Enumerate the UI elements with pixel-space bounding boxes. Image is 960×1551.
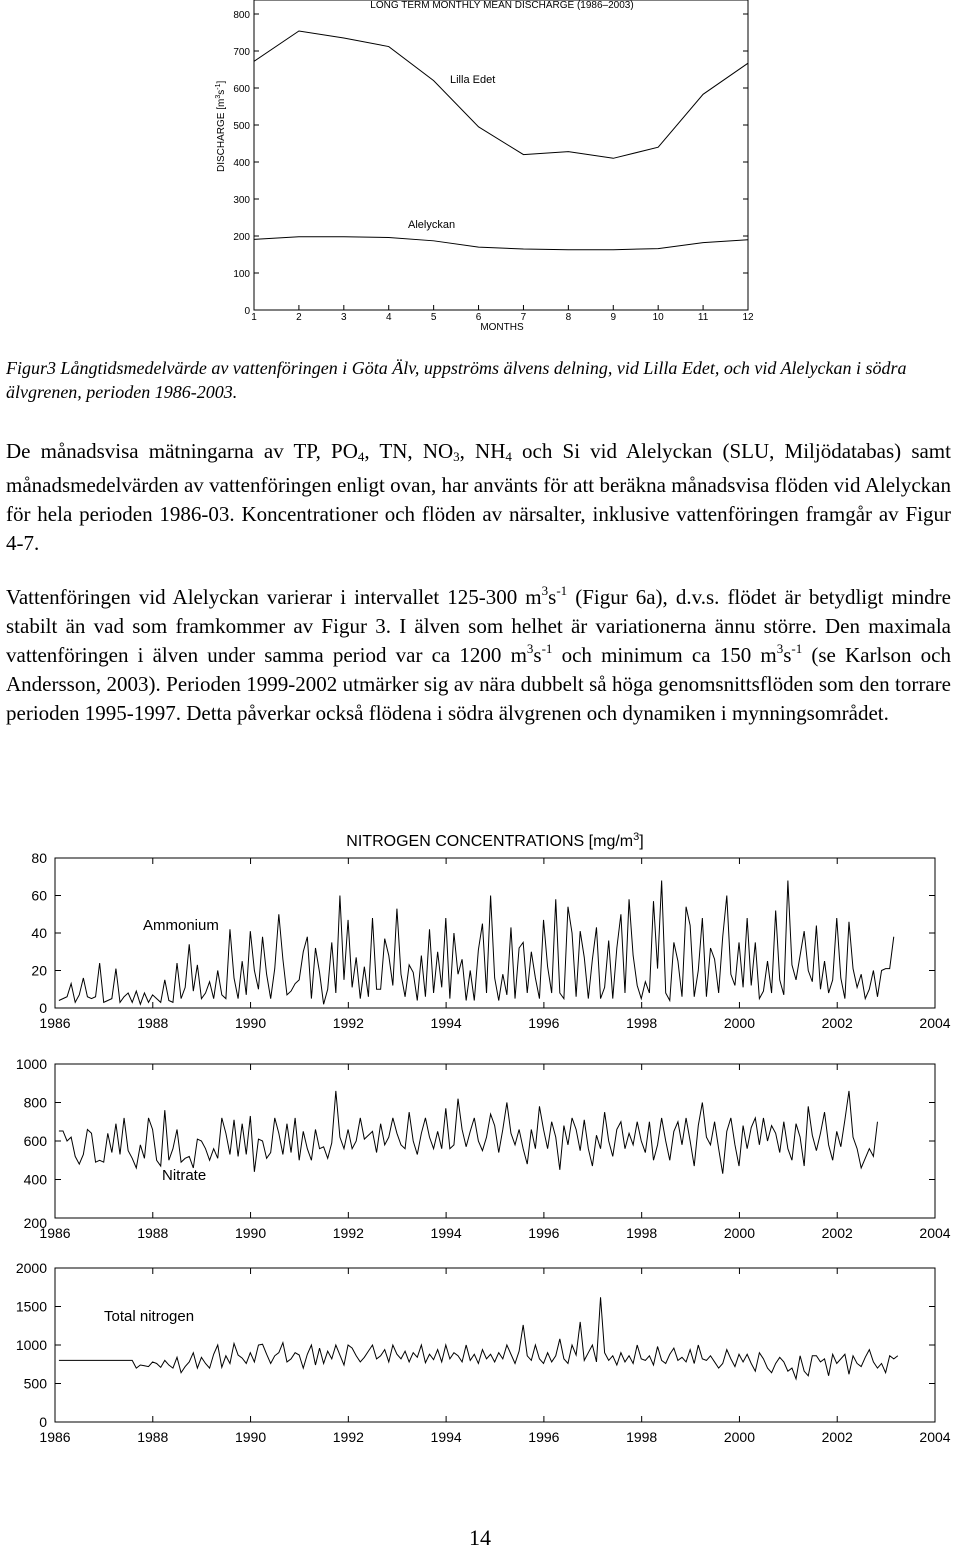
x-tick-label: 1992: [332, 1429, 364, 1445]
series-line-alelyckan: [254, 237, 748, 250]
series-label-total-nitrogen: Total nitrogen: [104, 1308, 195, 1325]
x-tick-label: 1986: [39, 1429, 71, 1445]
panel-total-nitrogen: [16, 1260, 951, 1445]
x-tick-label: 2004: [919, 1429, 951, 1445]
y-tick-label-bottom: 200: [23, 1215, 47, 1231]
series-label-nitrate: Nitrate: [162, 1167, 207, 1184]
x-tick-label: 1986: [39, 1225, 71, 1241]
series-label-alelyckan: Alelyckan: [408, 219, 456, 231]
y-tick-label: 300: [233, 195, 250, 206]
y-tick-label: 800: [233, 10, 250, 21]
series-label-lilla-edet: Lilla Edet: [450, 74, 496, 86]
x-tick-label: 1988: [137, 1015, 169, 1031]
y-tick-label: 700: [233, 47, 250, 58]
x-tick-label: 12: [742, 312, 754, 323]
y-tick-label: 0: [39, 1000, 47, 1016]
x-tick-label: 2000: [723, 1429, 756, 1445]
x-tick-label: 1988: [137, 1225, 169, 1241]
y-tick-label: 2000: [15, 1260, 47, 1276]
y-tick-label: 1000: [15, 1337, 47, 1353]
series-line-ammonium: [59, 881, 894, 1005]
panel-nitrate: [16, 1056, 951, 1241]
x-tick-label: 2004: [919, 1015, 951, 1031]
nitrogen-chart-title: NITROGEN CONCENTRATIONS $[mg/m^3]$: [346, 831, 644, 850]
y-tick-label: 400: [233, 158, 250, 169]
y-tick-label: 20: [31, 962, 47, 979]
y-tick-label: 500: [23, 1375, 47, 1392]
series-line-lilla-edet: [254, 31, 748, 158]
panel-ammonium: [31, 850, 950, 1031]
x-tick-label: 1994: [430, 1225, 462, 1241]
x-tick-label: 1998: [626, 1429, 658, 1445]
y-axis-label: DISCHARGE $[m^3s^{-1}]$: [215, 80, 227, 172]
x-tick-label: 1998: [626, 1015, 658, 1031]
x-tick-label: 1990: [234, 1015, 267, 1031]
x-tick-label: 1996: [528, 1015, 560, 1031]
x-tick-label: 2004: [919, 1225, 951, 1241]
x-tick-label: 1992: [332, 1225, 364, 1241]
x-axis-label: MONTHS: [480, 322, 524, 333]
paragraph-1: De månadsvisa mätningarna av TP, $PO_4$, TN, $NO_3$, $NH_4$ och Si vid Alelyckan (SLU, Miljödatabas) samt månadsmedelvärden av vattenföringen enligt ovan, har använts för att beräkna månadsvisa flöden vid Alelyckan för hela perioden 1986-03. Koncentrationer och flöden av närsalter, inklusive vattenföringen framgår av Figur 4-7.: [6, 439, 951, 555]
x-tick-label: 1998: [626, 1225, 658, 1241]
x-tick-label: 2: [296, 312, 302, 323]
x-tick-label: 1988: [137, 1429, 169, 1445]
panel-frame: [55, 1268, 935, 1422]
x-tick-label: 2002: [821, 1015, 853, 1031]
y-tick-label: 1000: [15, 1056, 47, 1072]
x-tick-label: 1994: [430, 1015, 462, 1031]
y-tick-label: 80: [31, 850, 47, 866]
x-tick-label: 1: [251, 312, 257, 323]
x-tick-label: 1986: [39, 1015, 71, 1031]
y-tick-label: 800: [23, 1094, 47, 1111]
y-tick-label: 600: [233, 84, 250, 95]
x-tick-label: 1996: [528, 1225, 560, 1241]
x-tick-label: 9: [610, 312, 617, 323]
x-tick-label: 2000: [723, 1225, 756, 1241]
page-number: 14: [469, 1525, 491, 1550]
y-tick-label: 200: [233, 232, 250, 243]
y-tick-label: 400: [23, 1171, 47, 1188]
figure-caption: Figur3 Långtidsmedelvärde av vattenföringen i Göta Älv, uppströms älvens delning, vid Lilla Edet, och vid Alelyckan i södra älvgrenen, perioden 1986-2003.: [6, 358, 907, 402]
paragraph-2: Vattenföringen vid Alelyckan varierar i intervallet 125-300 $m^3s^{-1}$ (Figur 6a), d.v.s. flödet är betydligt mindre stabilt än vad som framkommer av Figur 3. I älven som helhet är variationerna ännu större. Den maximala vattenföringen i älven under samma period var ca 1200 $m^3s^{-1}$ och minimum ca 150 $m^3s^{-1}$ (se Karlson och Andersson, 2003). Perioden 1999-2002 utmärker sig av nära dubbelt så höga genomsnittsflöden som den torrare perioden 1995-1997. Detta påverkar också flödena i södra älvgrenen och dynamiken i mynningsområdet.: [6, 583, 951, 725]
x-tick-label: 11: [697, 312, 709, 323]
series-label-ammonium: Ammonium: [143, 917, 219, 934]
plot-frame: [254, 0, 748, 310]
y-tick-label: 60: [31, 887, 47, 904]
discharge-chart: [0, 0, 960, 340]
x-tick-label: 1990: [234, 1429, 267, 1445]
y-tick-label: 40: [31, 925, 47, 941]
x-tick-label: 1994: [430, 1429, 462, 1445]
x-tick-label: 1990: [234, 1225, 267, 1241]
x-tick-label: 3: [341, 312, 347, 323]
y-tick-label: 600: [23, 1133, 47, 1149]
y-tick-label: 500: [233, 121, 250, 132]
y-tick-label: 0: [39, 1414, 47, 1430]
panel-frame: [55, 1064, 935, 1218]
series-line-nitrate: [59, 1091, 878, 1174]
x-tick-label: 1992: [332, 1015, 364, 1031]
x-tick-label: 2000: [723, 1015, 756, 1031]
x-tick-label: 2002: [821, 1225, 853, 1241]
y-tick-label: 1500: [15, 1298, 47, 1315]
x-tick-label: 1996: [528, 1429, 560, 1445]
y-tick-label: 0: [244, 306, 250, 317]
x-tick-label: 4: [385, 312, 392, 323]
y-tick-label: 100: [233, 269, 250, 280]
x-tick-label: 2002: [821, 1429, 853, 1445]
x-tick-label: 5: [430, 312, 437, 323]
x-tick-label: 7: [520, 312, 527, 323]
x-tick-label: 10: [652, 312, 664, 323]
nitrogen-chart: [0, 800, 960, 1460]
x-tick-label: 6: [475, 312, 482, 323]
x-tick-label: 8: [565, 312, 572, 323]
chart-title: LONG TERM MONTHLY MEAN DISCHARGE (1986–2003): [370, 0, 634, 11]
